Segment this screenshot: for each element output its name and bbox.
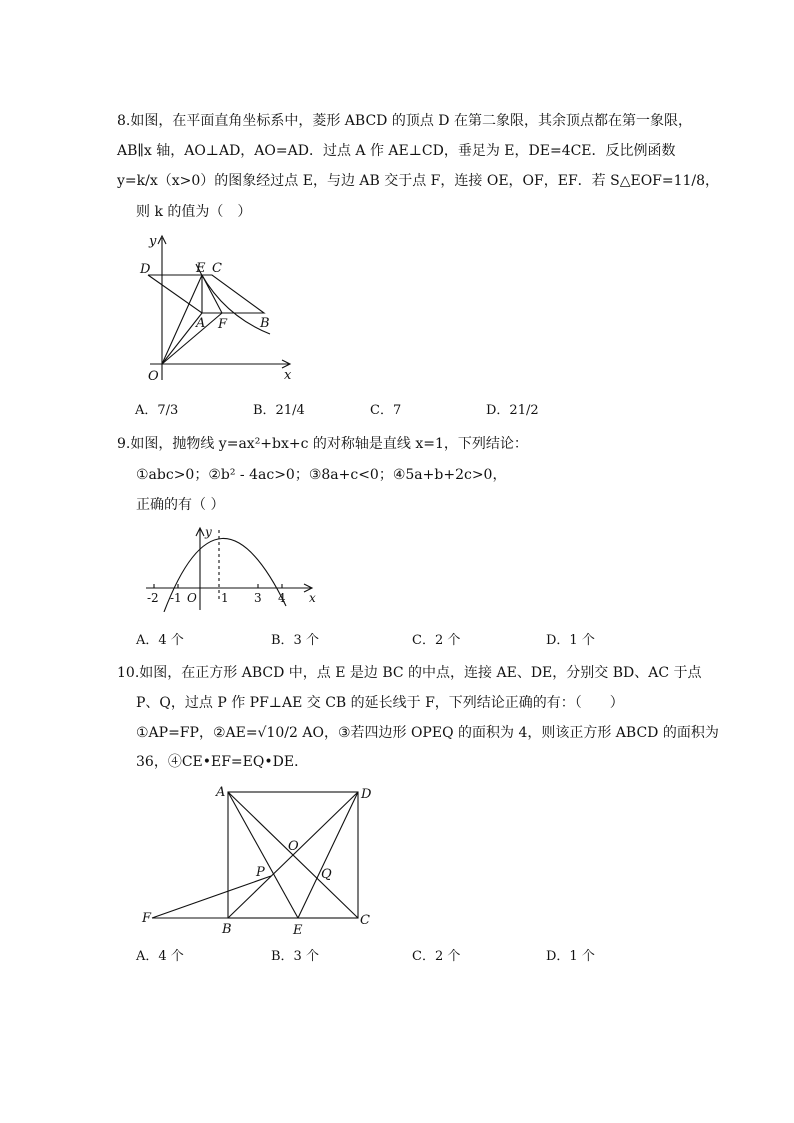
q10-figure	[138, 782, 378, 942]
q8-option-a[interactable]: A．7/3	[135, 403, 179, 418]
q9-figure	[140, 522, 325, 612]
q10-line-4: 36，④CE•EF=EQ•DE．	[136, 754, 309, 770]
q8-option-d[interactable]: D．21/2	[486, 403, 539, 418]
q8-line-2: AB∥x 轴，AO⊥AD，AO=AD．过点 A 作 AE⊥CD，垂足为 E，DE=4CE．反比例函数	[117, 143, 676, 159]
q8-option-b[interactable]: B．21/4	[253, 403, 305, 418]
q9-line-3: 正确的有（ ）	[136, 497, 225, 513]
q8-line-1: 8.如图，在平面直角坐标系中，菱形 ABCD 的顶点 D 在第二象限，其余顶点都在第一象限，	[117, 113, 692, 129]
q8-label-C: C	[212, 261, 222, 276]
q9-option-d[interactable]: D．1 个	[546, 633, 595, 648]
q10-label-E: E	[293, 923, 303, 938]
q10-option-a[interactable]: A．4 个	[136, 949, 184, 964]
q8-line-4: 则 k 的值为（ ）	[136, 204, 252, 220]
q10-label-F: F	[142, 911, 152, 926]
q9-line-2: ①abc>0；②b² - 4ac>0；③8a+c<0；④5a+b+2c>0，	[136, 467, 507, 483]
q9-option-b[interactable]: B．3 个	[271, 633, 319, 648]
q10-label-Q: Q	[321, 867, 332, 882]
q9-option-c[interactable]: C．2 个	[412, 633, 461, 648]
q8-label-O: O	[148, 369, 159, 384]
q8-option-c[interactable]: C．7	[370, 403, 402, 418]
q10-label-P: P	[256, 865, 265, 880]
q9-tick-minus1: -1	[170, 591, 182, 605]
q10-label-A: A	[216, 785, 226, 800]
q8-label-A: A	[196, 316, 206, 331]
q10-label-D: D	[361, 787, 372, 802]
q9-tick-4: 4	[278, 591, 286, 605]
q8-rhombus	[148, 275, 264, 313]
q8-label-D: D	[140, 262, 151, 277]
q8-label-F: F	[218, 317, 228, 332]
q9-option-a[interactable]: A．4 个	[136, 633, 184, 648]
q10-segment-DE	[298, 792, 358, 918]
q8-figure	[130, 228, 305, 388]
q9-label-O: O	[187, 591, 197, 605]
q9-label-x: x	[309, 591, 316, 605]
q10-label-C: C	[360, 913, 370, 928]
q9-line-1: 9.如图，抛物线 y=ax²+bx+c 的对称轴是直线 x=1，下列结论：	[117, 436, 528, 452]
q8-segment-OF	[162, 313, 222, 364]
q10-segment-PF	[152, 876, 271, 918]
q9-tick-minus2: -2	[147, 591, 159, 605]
q8-line-3: y=k/x（x>0）的图象经过点 E，与边 AB 交于点 F，连接 OE，OF，EF．若 S△EOF=11/8，	[117, 173, 720, 189]
q10-segment-AE	[228, 792, 298, 918]
q10-option-b[interactable]: B．3 个	[271, 949, 319, 964]
q10-option-d[interactable]: D．1 个	[546, 949, 595, 964]
q10-line-3: ①AP=FP，②AE=√10/2 AO，③若四边形 OPEQ 的面积为 4，则该正方形 ABCD 的面积为	[136, 725, 719, 741]
q8-label-y: y	[149, 234, 157, 249]
q10-label-O: O	[288, 839, 299, 854]
q9-tick-1: 1	[221, 591, 229, 605]
q10-option-c[interactable]: C．2 个	[412, 949, 461, 964]
q9-label-y: y	[205, 525, 212, 539]
q8-label-E: E	[196, 261, 206, 276]
q8-label-x: x	[284, 368, 292, 383]
q9-tick-3: 3	[254, 591, 262, 605]
q10-line-2: P、Q，过点 P 作 PF⊥AE 交 CB 的延长线于 F，下列结论正确的有：（ ）	[136, 695, 624, 711]
q8-label-B: B	[260, 316, 270, 331]
q10-label-B: B	[222, 922, 232, 937]
q10-line-1: 10.如图，在正方形 ABCD 中，点 E 是边 BC 的中点，连接 AE、DE，分别交 BD、AC 于点	[117, 665, 702, 681]
